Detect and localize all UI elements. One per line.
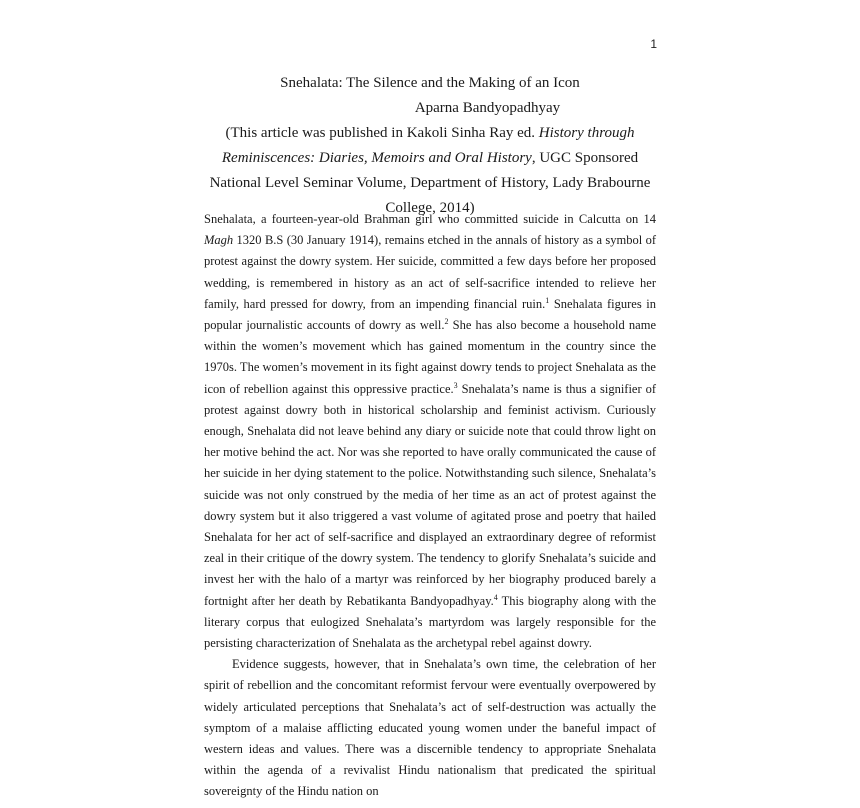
- text-run: Snehalata, a fourteen-year-old Brahman girl who committed suicide in Calcutta on 14: [204, 212, 656, 226]
- publication-note: [200, 121, 660, 221]
- footnote-ref-1: 1: [545, 295, 550, 305]
- article-body: [204, 209, 656, 803]
- article-header: [200, 71, 660, 221]
- article-author: Aparna Bandyopadhyay: [414, 100, 561, 116]
- text-run: Snehalata figures in popular journalistic accounts of dowry as well.: [204, 296, 656, 333]
- italic-term: Magh: [204, 233, 234, 248]
- publication-note-lead: (This article was published in Kakoli Sinha Ray ed.: [225, 125, 539, 141]
- text-run: This biography along with the literary corpus that eulogized Snehalata’s martyrdom was largely responsible for the persisting characterization of Snehalata as the archetypal rebel against dowry.: [204, 593, 656, 651]
- book-title: History through Reminiscences: Diaries, Memoirs and Oral History: [221, 125, 635, 166]
- text-run: She has also become a household name within the women’s movement which has gained momentum in the country since the 1970s. The women’s movement in its fight against dowry tends to project Snehalata as the icon of rebellion against this oppressive practice.: [204, 318, 656, 396]
- footnote-ref-4: 4: [493, 592, 498, 602]
- publication-note-tail: , UGC Sponsored National Level Seminar Volume, Department of History, Lady Brabourne College, 2014): [209, 150, 651, 216]
- footnote-ref-3: 3: [453, 380, 458, 390]
- page-number: 1: [650, 37, 657, 51]
- text-run: Snehalata’s name is thus a signifier of protest against dowry both in historical scholarship and feminist activism. Curiously enough, Snehalata did not leave behind any diary or suicide note that could throw light on her motive behind the act. Nor was she reported to have orally communicated the cause of her suicide in her dying statement to the police. Notwithstanding such silence, Snehalata’s suicide was not only construed by the media of her time as an act of protest against the dowry system but it also triggered a vast volume of agitated prose and poetry that hailed Snehalata for her act of self-sacrifice and displayed an extraordinary degree of reformist zeal in their critique of the dowry system. The tendency to glorify Snehalata’s suicide and invest her with the halo of a martyr was reinforced by her biography produced barely a fortnight after her death by Rebatikanta Bandyopadhyay.: [204, 381, 657, 608]
- text-run: 1320 B.S (30 January 1914), remains etched in the annals of history as a symbol of protest against the dowry system. Her suicide, committed a few days before her proposed wedding, is remembered in history as an act of self-sacrifice intended to relieve her family, hard pressed for dowry, from an impending financial ruin.: [204, 233, 656, 311]
- article-title: Snehalata: The Silence and the Making of an Icon: [280, 75, 580, 91]
- paragraph-2: Evidence suggests, however, that in Snehalata’s own time, the celebration of her spirit of rebellion and the concomitant reformist fervour were eventually overpowered by widely articulated perceptions that Snehalata’s act of self-destruction was actually the symptom of a malaise afflicting educated young women under the baneful impact of western ideas and values. There was a discernible tendency to appropriate Snehalata within the agenda of a revivalist Hindu nationalism that predicated the spiritual sovereignty of the Hindu nation on: [204, 657, 656, 799]
- paragraph-1: [204, 209, 656, 654]
- footnote-ref-2: 2: [444, 317, 449, 327]
